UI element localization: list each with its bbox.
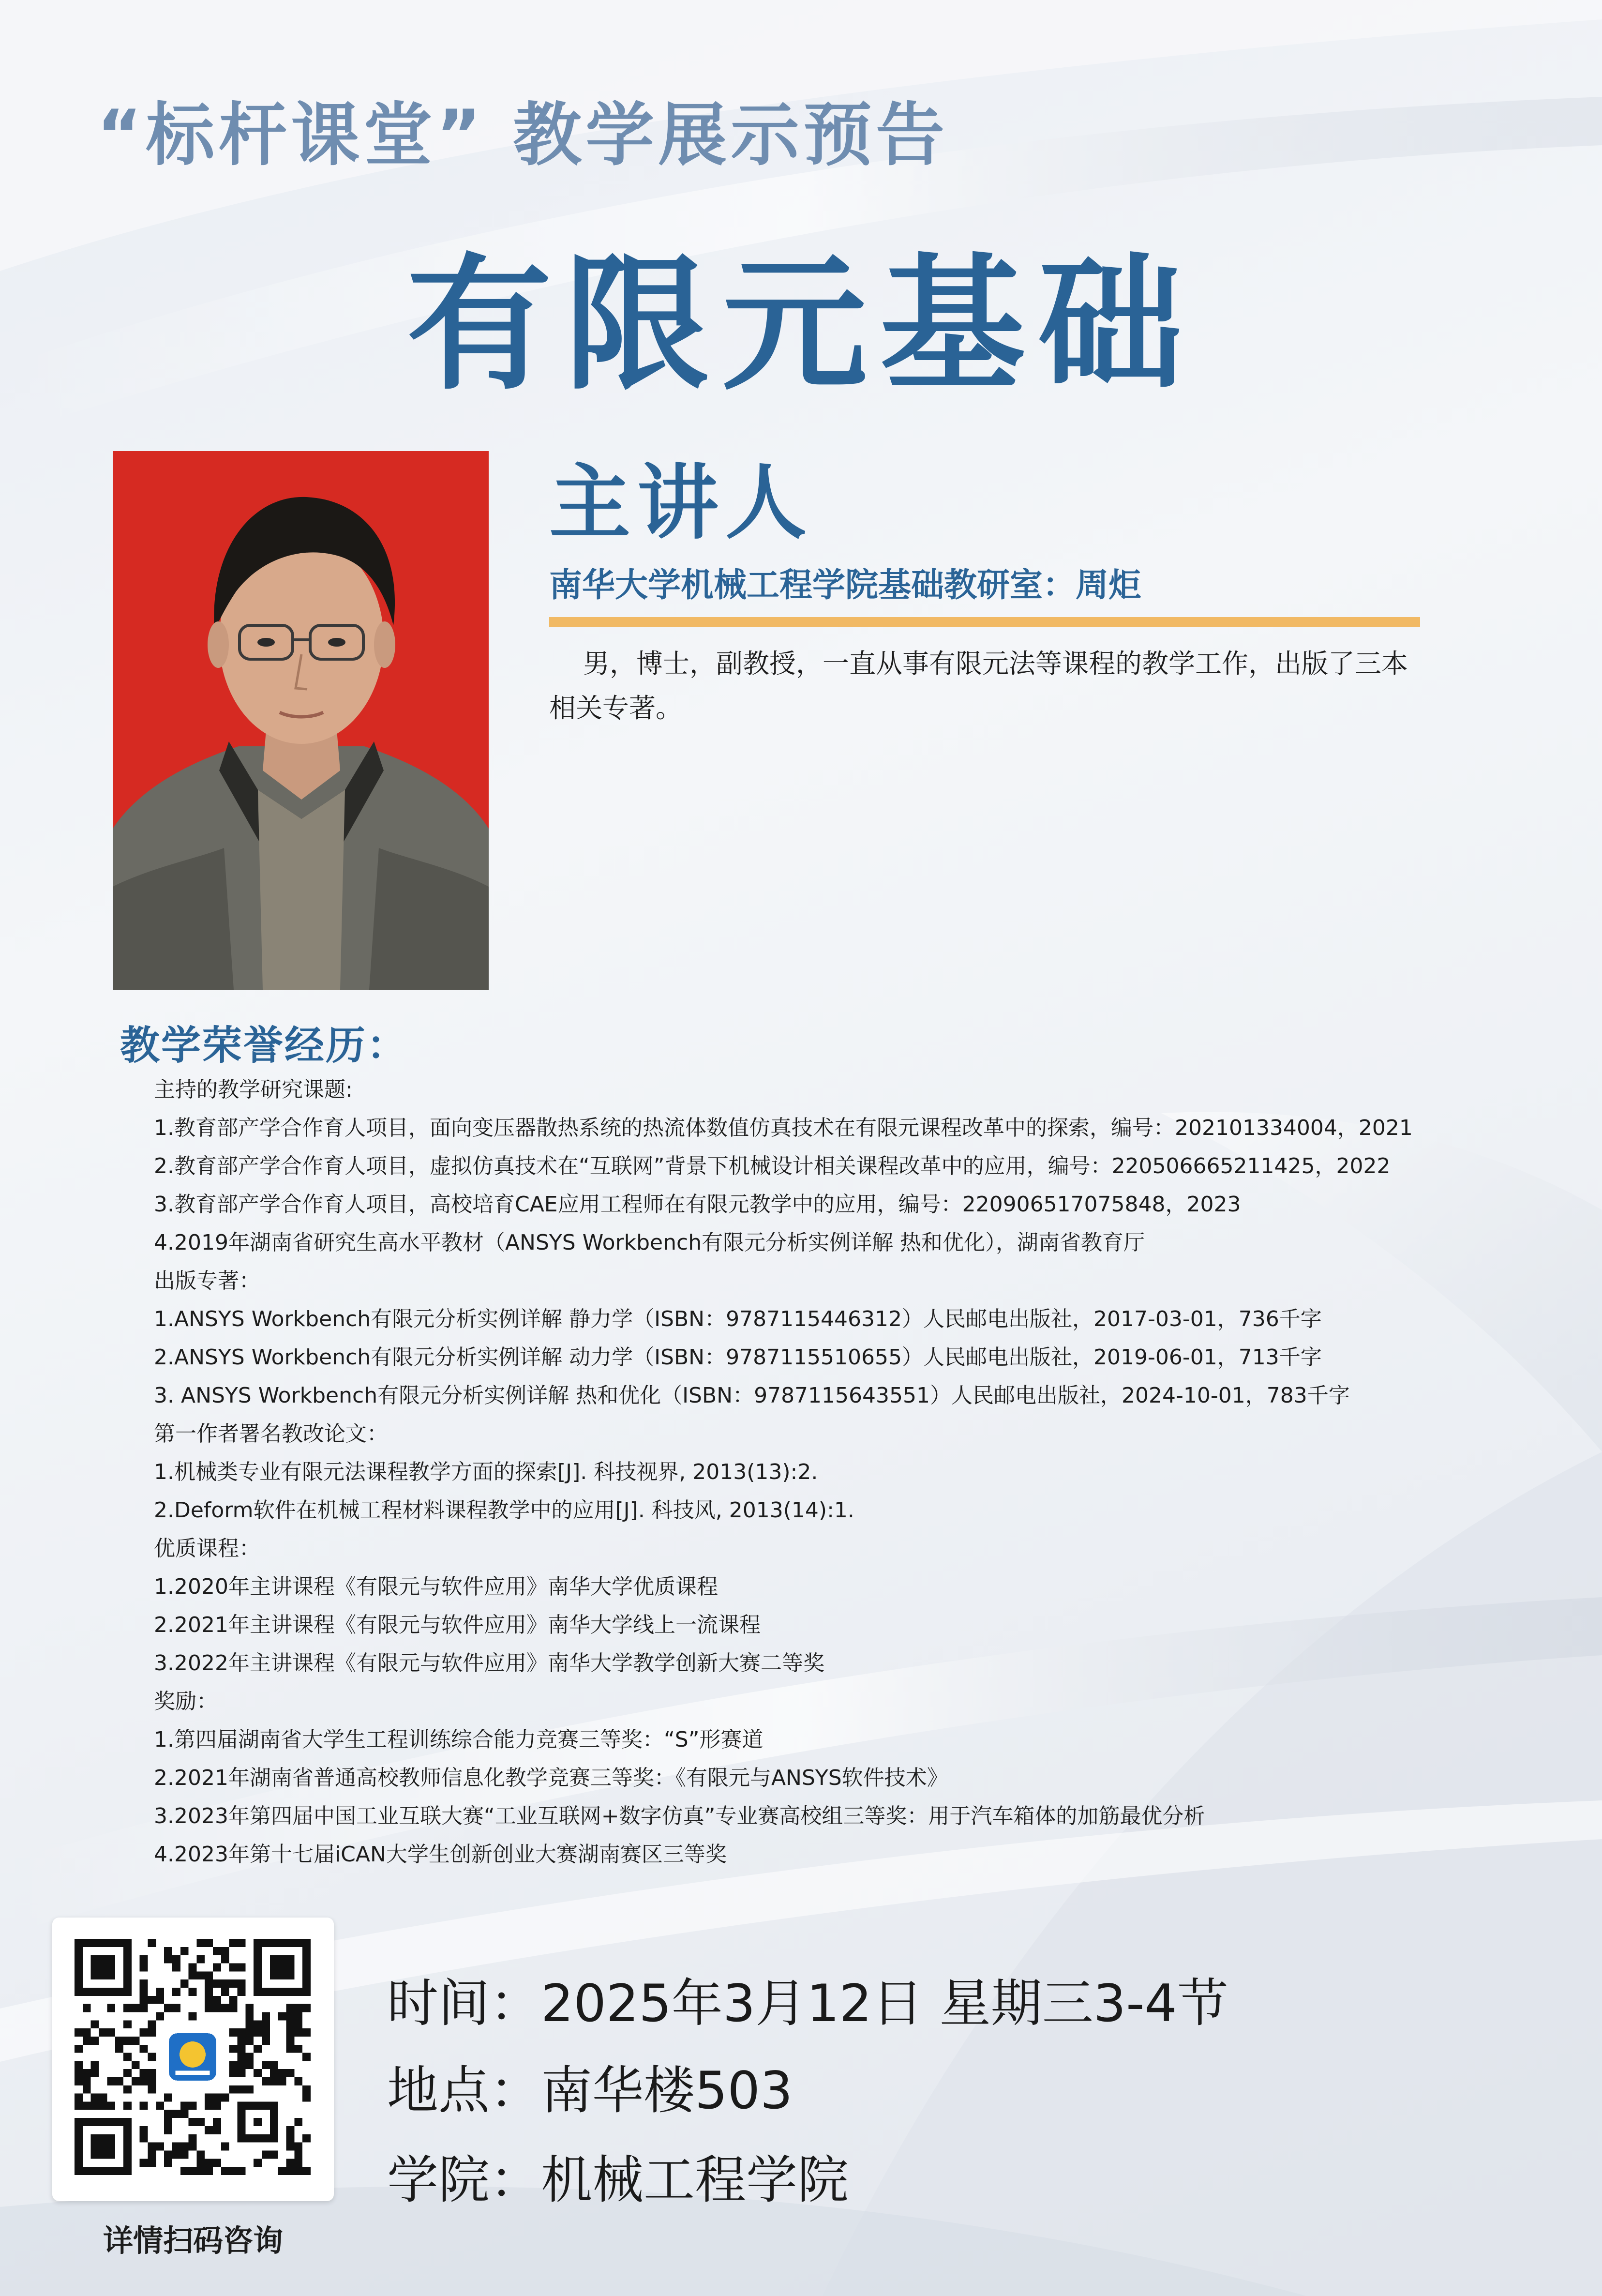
- qr-module: [294, 2028, 302, 2037]
- qr-module: [213, 2004, 221, 2012]
- qr-module: [294, 2159, 302, 2167]
- announcement-subtitle: “标杆课堂” 教学展示预告: [97, 95, 949, 175]
- qr-module: [229, 1996, 238, 2004]
- qr-module: [294, 2151, 302, 2159]
- qr-module: [148, 1996, 156, 2004]
- qr-module: [123, 2102, 132, 2110]
- qr-module: [148, 2028, 156, 2037]
- qr-module: [189, 2102, 197, 2110]
- qr-card[interactable]: [52, 1918, 334, 2201]
- qr-module: [238, 2061, 246, 2069]
- qr-module: [221, 1955, 229, 1964]
- qr-module: [107, 2004, 115, 2012]
- qr-module: [286, 2126, 295, 2134]
- qr-module: [140, 2004, 148, 2012]
- qr-module: [245, 2085, 254, 2094]
- qr-module: [172, 1963, 180, 1971]
- qr-module: [238, 2069, 246, 2077]
- qr-module: [180, 2143, 189, 2151]
- qr-module: [221, 2004, 229, 2012]
- honors-line: 2.ANSYS Workbench有限元分析实例详解 动力学（ISBN：9787115510655）人民邮电出版社，2019-06-01，713千字: [154, 1345, 1322, 1370]
- qr-module: [294, 2012, 302, 2020]
- qr-module: [302, 2004, 311, 2012]
- qr-module: [302, 2053, 311, 2061]
- qr-module: [91, 2037, 99, 2045]
- qr-module: [148, 2020, 156, 2028]
- honors-list: [154, 1071, 1489, 1884]
- qr-module: [189, 1971, 197, 1979]
- qr-module: [75, 2061, 83, 2069]
- event-place: 地点：南华楼503: [387, 2061, 793, 2120]
- qr-module: [140, 2069, 148, 2077]
- qr-module: [286, 2020, 295, 2028]
- qr-module: [148, 2151, 156, 2159]
- qr-module: [123, 2020, 132, 2028]
- qr-module: [294, 2045, 302, 2053]
- qr-module: [172, 2143, 180, 2151]
- qr-module: [115, 2077, 123, 2085]
- qr-module: [180, 2151, 189, 2159]
- qr-module: [245, 2004, 254, 2012]
- qr-module: [302, 2085, 311, 2094]
- qr-module: [140, 2159, 148, 2167]
- qr-module: [262, 2012, 270, 2020]
- qr-module: [189, 2012, 197, 2020]
- qr-module: [123, 2085, 132, 2094]
- qr-module: [254, 2159, 262, 2167]
- qr-module: [213, 2102, 221, 2110]
- qr-module: [148, 2053, 156, 2061]
- event-time: 时间：2025年3月12日 星期三3-4节: [387, 1974, 1228, 2033]
- qr-module: [229, 2085, 238, 2094]
- speaker-photo: [113, 451, 489, 990]
- qr-module: [238, 2037, 246, 2045]
- qr-module: [99, 2028, 107, 2037]
- qr-module: [286, 2159, 295, 2167]
- qr-module: [205, 2102, 213, 2110]
- honors-line: 3.2023年第四届中国工业互联大赛“工业互联网+数字仿真”专业赛高校组三等奖：用于汽车箱体的加筋最优分析: [154, 1804, 1205, 1828]
- honors-line: 1.ANSYS Workbench有限元分析实例详解 静力学（ISBN：9787115446312）人民邮电出版社，2017-03-01，736千字: [154, 1307, 1322, 1331]
- honors-line: 1.第四届湖南省大学生工程训练综合能力竞赛三等奖：“S”形赛道: [154, 1727, 764, 1752]
- qr-module: [148, 2159, 156, 2167]
- qr-module: [132, 2004, 140, 2012]
- honors-line: 优质课程：: [154, 1536, 260, 1561]
- honors-heading: 教学荣誉经历：: [120, 1023, 408, 1069]
- qr-module: [75, 2045, 83, 2053]
- qr-module: [196, 1955, 205, 1964]
- qr-module: [213, 2126, 221, 2134]
- qr-module: [245, 2037, 254, 2045]
- honors-line: 3. ANSYS Workbench有限元分析实例详解 热和优化（ISBN：9787115643551）人民邮电出版社，2024-10-01，783千字: [154, 1383, 1350, 1408]
- qr-module: [123, 2053, 132, 2061]
- qr-module: [262, 2028, 270, 2037]
- qr-module: [164, 2118, 172, 2126]
- qr-module: [172, 2004, 180, 2012]
- honors-line: 1.机械类专业有限元法课程教学方面的探索[J]. 科技视界, 2013(13):2.: [154, 1460, 818, 1484]
- speaker-bio: 男，博士，副教授，一直从事有限元法等课程的教学工作，出版了三本相关专著。: [549, 648, 1408, 724]
- qr-module: [148, 2069, 156, 2077]
- qr-module: [270, 2151, 278, 2159]
- qr-module: [270, 2069, 278, 2077]
- qr-module: [221, 1947, 229, 1955]
- qr-module: [254, 2069, 262, 2077]
- qr-module: [205, 2094, 213, 2102]
- qr-module: [294, 2167, 302, 2175]
- qr-module: [156, 2102, 164, 2110]
- qr-module: [221, 1979, 229, 1988]
- qr-module: [123, 2069, 132, 2077]
- qr-module: [229, 1939, 238, 1947]
- qr-module: [140, 1963, 148, 1971]
- qr-module: [238, 2045, 246, 2053]
- qr-module: [286, 2134, 295, 2143]
- honors-line: 2.教育部产学合作育人项目，虚拟仿真技术在“互联网”背景下机械设计相关课程改革中的应用，编号：220506665211425，2022: [154, 1154, 1391, 1178]
- qr-module: [83, 2077, 91, 2085]
- qr-module: [107, 2102, 115, 2110]
- qr-module: [164, 2110, 172, 2118]
- qr-module: [83, 2004, 91, 2012]
- qr-module: [245, 2053, 254, 2061]
- qr-module: [164, 2004, 172, 2012]
- honors-line: 2.2021年主讲课程《有限元与软件应用》南华大学线上一流课程: [154, 1613, 761, 1637]
- qr-module: [140, 1988, 148, 1996]
- qr-module: [238, 2167, 246, 2175]
- qr-module: [221, 2143, 229, 2151]
- qr-module: [213, 2094, 221, 2102]
- qr-module: [83, 2028, 91, 2037]
- qr-module: [245, 2012, 254, 2020]
- qr-module: [278, 2069, 286, 2077]
- qr-module: [238, 2053, 246, 2061]
- qr-module: [229, 2004, 238, 2012]
- qr-module: [180, 1947, 189, 1955]
- qr-module: [189, 2118, 197, 2126]
- qr-module: [286, 2045, 295, 2053]
- qr-module: [254, 2028, 262, 2037]
- qr-module: [148, 2143, 156, 2151]
- qr-module: [238, 1979, 246, 1988]
- qr-module: [99, 2102, 107, 2110]
- qr-module: [294, 2020, 302, 2028]
- qr-module: [189, 2167, 197, 2175]
- qr-module: [164, 2151, 172, 2159]
- qr-module: [140, 2102, 148, 2110]
- accent-divider: [549, 617, 1420, 627]
- qr-module: [180, 2167, 189, 2175]
- speaker-heading: 主讲人: [549, 455, 813, 550]
- qr-module: [196, 2151, 205, 2159]
- qr-module: [229, 1963, 238, 1971]
- qr-module: [205, 1996, 213, 2004]
- qr-module: [91, 2094, 99, 2102]
- qr-module: [205, 1971, 213, 1979]
- qr-module: [262, 2020, 270, 2028]
- qr-module: [245, 2061, 254, 2069]
- qr-module: [140, 2077, 148, 2085]
- qr-module: [196, 1971, 205, 1979]
- qr-module: [205, 1988, 213, 1996]
- qr-module: [286, 2004, 295, 2012]
- qr-module: [229, 2167, 238, 2175]
- qr-module: [196, 2159, 205, 2167]
- qr-module: [238, 1988, 246, 1996]
- qr-module: [189, 2143, 197, 2151]
- qr-module: [164, 2159, 172, 2167]
- honors-line: 4.2023年第十七届iCAN大学生创新创业大赛湖南赛区三等奖: [154, 1842, 727, 1867]
- qr-module: [205, 1939, 213, 1947]
- qr-module: [140, 2126, 148, 2134]
- qr-module: [75, 2102, 83, 2110]
- qr-module: [221, 2094, 229, 2102]
- speaker-affiliation: 南华大学机械工程学院基础教研室：周炬: [549, 566, 1142, 604]
- qr-module: [107, 2028, 115, 2037]
- qr-module: [99, 2094, 107, 2102]
- qr-module: [245, 2028, 254, 2037]
- qr-code-icon[interactable]: [75, 1939, 311, 2175]
- qr-module: [91, 2061, 99, 2069]
- qr-module: [294, 2118, 302, 2126]
- qr-module: [286, 2143, 295, 2151]
- qr-module: [164, 1955, 172, 1964]
- qr-module: [302, 2134, 311, 2143]
- qr-module: [172, 1955, 180, 1964]
- qr-module: [196, 2118, 205, 2126]
- qr-module: [75, 2077, 83, 2085]
- qr-module: [75, 2094, 83, 2102]
- qr-module: [270, 2061, 278, 2069]
- qr-module: [278, 2012, 286, 2020]
- qr-module: [132, 2077, 140, 2085]
- qr-module: [245, 2020, 254, 2028]
- qr-module: [262, 2151, 270, 2159]
- qr-module: [140, 2045, 148, 2053]
- qr-module: [205, 1979, 213, 1988]
- qr-module: [156, 1996, 164, 2004]
- qr-module: [213, 2159, 221, 2167]
- qr-module: [91, 2102, 99, 2110]
- qr-module: [148, 1939, 156, 1947]
- honors-line: 主持的教学研究课题:: [154, 1077, 353, 1102]
- qr-module: [205, 2126, 213, 2134]
- qr-module: [229, 2028, 238, 2037]
- qr-module: [238, 1963, 246, 1971]
- qr-module: [164, 1947, 172, 1955]
- qr-module: [156, 2012, 164, 2020]
- qr-module: [123, 2004, 132, 2012]
- qr-module: [294, 2077, 302, 2085]
- qr-module: [205, 2004, 213, 2012]
- qr-module: [302, 2028, 311, 2037]
- qr-module: [164, 2126, 172, 2134]
- honors-line: 3.教育部产学合作育人项目，高校培育CAE应用工程师在有限元教学中的应用，编号：220906517075848，2023: [154, 1192, 1241, 1217]
- qr-module: [156, 1988, 164, 1996]
- qr-module: [213, 1947, 221, 1955]
- qr-module: [302, 2094, 311, 2102]
- qr-module: [213, 1963, 221, 1971]
- qr-module: [140, 1996, 148, 2004]
- qr-module: [148, 2085, 156, 2094]
- qr-module: [123, 2037, 132, 2045]
- qr-module: [132, 2037, 140, 2045]
- qr-module: [286, 2028, 295, 2037]
- qr-module: [189, 2134, 197, 2143]
- qr-module: [180, 2102, 189, 2110]
- honors-line: 4.2019年湖南省研究生高水平教材（ANSYS Workbench有限元分析实例详解 热和优化），湖南省教育厅: [154, 1230, 1145, 1255]
- qr-module: [164, 2094, 172, 2102]
- qr-module: [262, 2061, 270, 2069]
- qr-module: [229, 2045, 238, 2053]
- qr-module: [83, 2102, 91, 2110]
- qr-module: [205, 2167, 213, 2175]
- qr-module: [75, 2069, 83, 2077]
- qr-module: [180, 2110, 189, 2118]
- qr-module: [278, 2167, 286, 2175]
- qr-module: [172, 1988, 180, 1996]
- honors-line: 2.Deform软件在机械工程材料课程教学中的应用[J]. 科技风, 2013(14):1.: [154, 1498, 854, 1523]
- qr-module: [205, 2159, 213, 2167]
- qr-module: [140, 2028, 148, 2037]
- qr-module: [262, 2077, 270, 2085]
- qr-module: [286, 2037, 295, 2045]
- qr-caption: 详情扫码咨询: [103, 2223, 283, 2258]
- qr-module: [229, 2061, 238, 2069]
- qr-module: [172, 2110, 180, 2118]
- honors-line: 奖励：: [154, 1689, 218, 1714]
- qr-module: [286, 2069, 295, 2077]
- qr-module: [238, 1939, 246, 1947]
- qr-module: [140, 1955, 148, 1964]
- qr-module: [286, 2012, 295, 2020]
- course-title: 有限元基础: [406, 241, 1196, 409]
- qr-module: [115, 2037, 123, 2045]
- qr-module: [294, 2143, 302, 2151]
- qr-module: [286, 2167, 295, 2175]
- qr-module: [196, 1939, 205, 1947]
- qr-module: [229, 2069, 238, 2077]
- qr-module: [254, 2020, 262, 2028]
- honors-line: 1.教育部产学合作育人项目，面向变压器散热系统的热流体数值仿真技术在有限元课程改革中的探索，编号：202101334004，2021: [154, 1116, 1413, 1140]
- qr-module: [140, 2134, 148, 2143]
- qr-module: [156, 2143, 164, 2151]
- qr-module: [278, 2077, 286, 2085]
- qr-module: [221, 2167, 229, 2175]
- qr-module: [75, 2028, 83, 2037]
- qr-module: [132, 2061, 140, 2069]
- qr-module: [189, 1988, 197, 1996]
- event-college: 学院：机械工程学院: [387, 2150, 849, 2210]
- qr-module: [91, 2069, 99, 2077]
- honors-line: 1.2020年主讲课程《有限元与软件应用》南华大学优质课程: [154, 1574, 718, 1599]
- honors-line: 3.2022年主讲课程《有限元与软件应用》南华大学教学创新大赛二等奖: [154, 1651, 824, 1676]
- qr-module: [189, 1963, 197, 1971]
- qr-module: [213, 1996, 221, 2004]
- qr-module: [238, 2085, 246, 2094]
- qr-module: [107, 2077, 115, 2085]
- honors-line: 出版专著：: [154, 1269, 260, 1293]
- honors-line: 第一作者署名教改论文：: [154, 1421, 388, 1446]
- qr-module: [140, 1979, 148, 1988]
- qr-module: [213, 2118, 221, 2126]
- qr-module: [91, 2020, 99, 2028]
- honors-line: 2.2021年湖南省普通高校教师信息化教学竞赛三等奖：《有限元与ANSYS软件技术》: [154, 1766, 948, 1790]
- qr-module: [262, 2037, 270, 2045]
- qr-module: [294, 2004, 302, 2012]
- qr-module: [238, 2028, 246, 2037]
- qr-module: [115, 2045, 123, 2053]
- qr-module: [180, 1979, 189, 1988]
- qr-module: [302, 2167, 311, 2175]
- qr-module: [221, 1988, 229, 1996]
- qr-module: [254, 2045, 262, 2053]
- qr-module: [270, 2077, 278, 2085]
- qr-module: [83, 2037, 91, 2045]
- qr-module: [229, 1979, 238, 1988]
- qr-module: [83, 2069, 91, 2077]
- qr-module: [213, 1979, 221, 1988]
- qr-module: [172, 2151, 180, 2159]
- qr-module: [83, 2085, 91, 2094]
- qr-module: [196, 2167, 205, 2175]
- qr-module: [148, 2077, 156, 2085]
